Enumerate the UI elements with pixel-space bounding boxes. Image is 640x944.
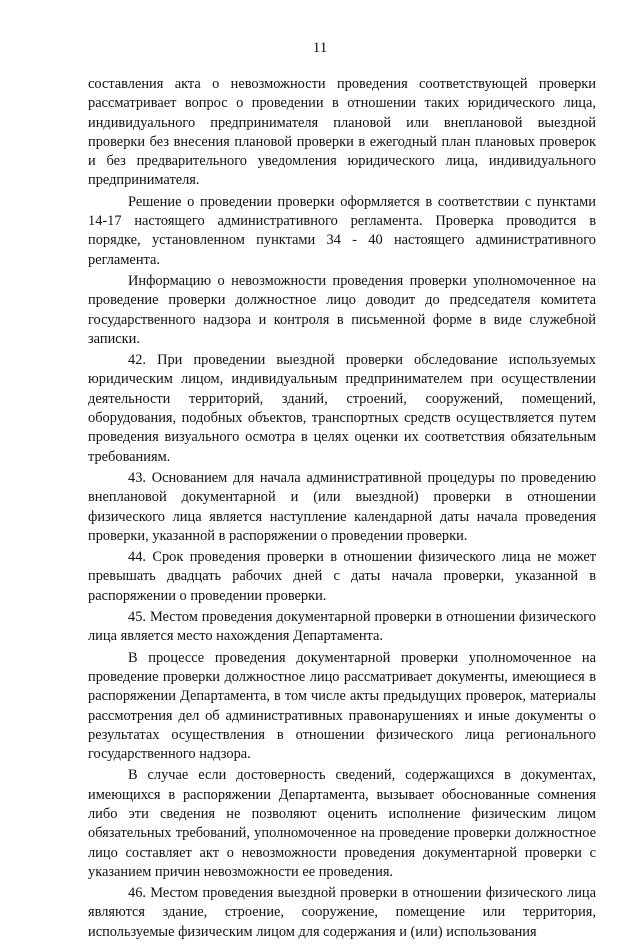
- paragraph: Информацию о невозможности проведения проверки уполномоченное на проведение проверки должностное лицо доводит до председателя комитета государственного надзора и контроля в письменной форме в виде служебной записки.: [88, 272, 596, 347]
- document-body: [88, 75, 596, 944]
- paragraph-continuation: составления акта о невозможности проведения соответствующей проверки рассматривает вопрос о проведении в отношении таких юридического лица, индивидуального предпринимателя плановой или внеплановой выездной проверки без внесения плановой проверки в ежегодный план плановых проверок и без предварительного уведомления юридического лица, индивидуального предпринимателя.: [88, 76, 596, 189]
- paragraph-item-42: 42. При проведении выездной проверки обследование используемых юридическим лицом, индивидуальным предпринимателем при осуществлении деятельности территорий, зданий, строений, сооружений, помещений, оборудования, подобных объектов, транспортных средств осуществляется путем проведения визуального осмотра в целях оценки их соответствия обязательным требованиям.: [88, 352, 596, 465]
- page-number: 11: [312, 40, 328, 56]
- paragraph-item-44: 44. Срок проведения проверки в отношении физического лица не может превышать двадцать рабочих дней с даты начала проверки, указанной в распоряжении о проведении проверки.: [88, 549, 596, 604]
- paragraph-item-43: 43. Основанием для начала административной процедуры по проведению внеплановой документарной и (или выездной) проверки в отношении физического лица является наступление календарной даты начала проведения проверки, указанной в распоряжении о проведении проверки.: [88, 469, 596, 544]
- paragraph: В случае если достоверность сведений, содержащихся в документах, имеющихся в распоряжении Департамента, вызывает обоснованные сомнения либо эти сведения не позволяют оценить исполнение физическим лицом обязательных требований, уполномоченное на проведение проверки должностное лицо составляет акт о невозможности проведения документарной проверки с указанием причин невозможности ее проведения.: [88, 767, 596, 880]
- paragraph-item-46: 46. Местом проведения выездной проверки в отношении физического лица являются здание, строение, сооружение, помещение или территория, используемые физическим лицом для содержания и (или) использования: [88, 885, 596, 940]
- paragraph: Решение о проведении проверки оформляется в соответствии с пунктами 14-17 настоящего административного регламента. Проверка проводится в порядке, установленном пунктами 34 - 40 настоящего административного регламента.: [88, 193, 596, 268]
- paragraph: В процессе проведения документарной проверки уполномоченное на проведение проверки должностное лицо рассматривает документы, имеющиеся в распоряжении Департамента, в том числе акты предыдущих проверок, материалы рассмотрения дел об административных правонарушениях и иные документы о результатах осуществления в отношении физического лица регионального государственного надзора.: [88, 649, 596, 763]
- paragraph-item-45: 45. Местом проведения документарной проверки в отношении физического лица является место нахождения Департамента.: [88, 609, 596, 645]
